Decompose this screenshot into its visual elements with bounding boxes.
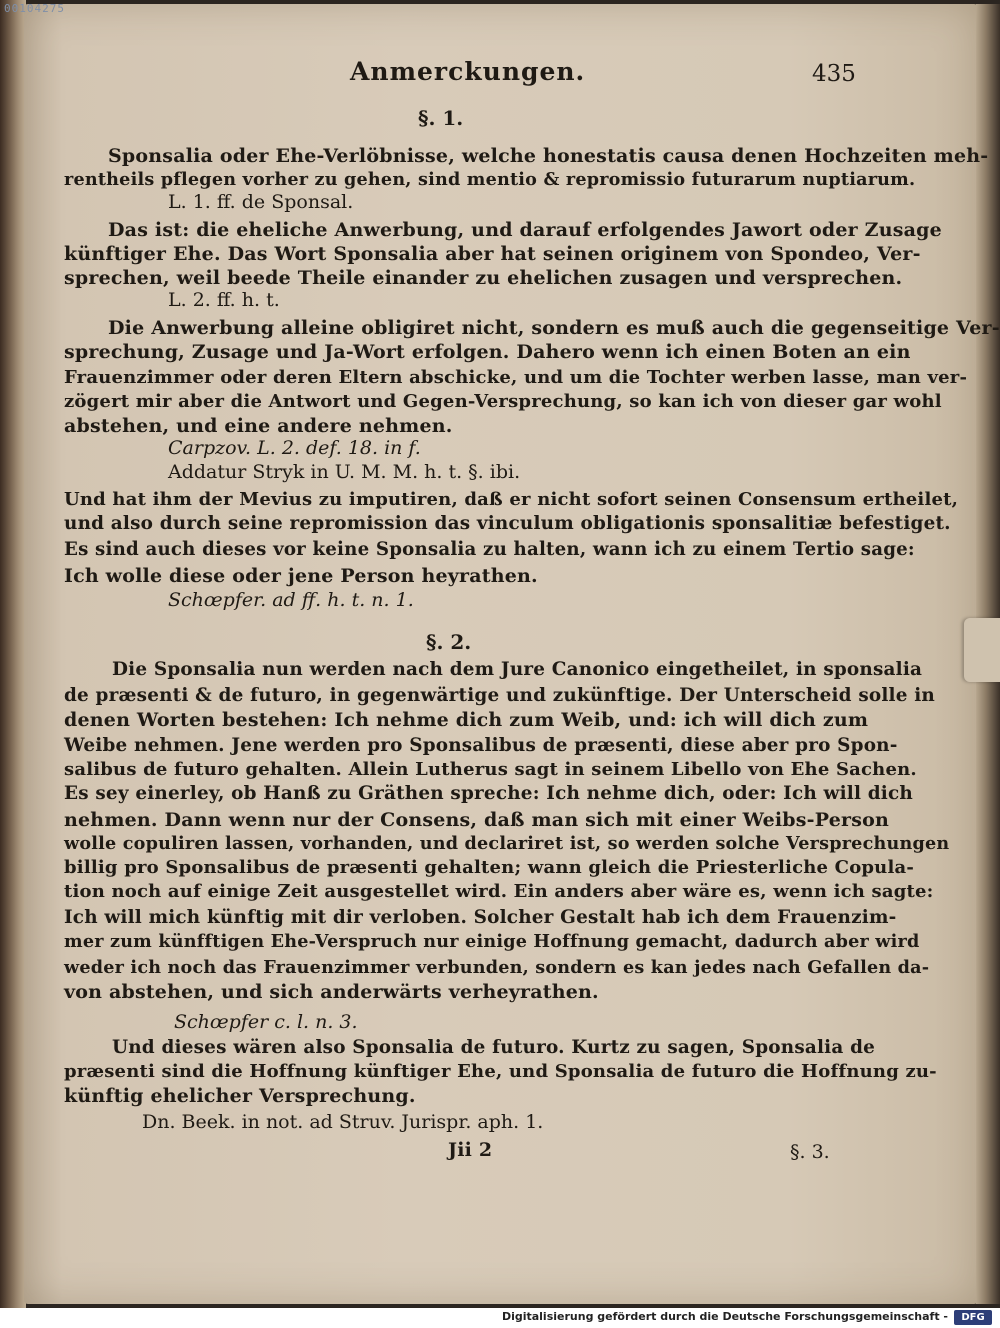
text-line: Es sey einerley, ob Hanß zu Gräthen spreche: Ich nehme dich, oder: Ich will dich xyxy=(64,783,913,804)
text-line: billig pro Sponsalibus de præsenti gehalten; wann gleich die Priesterliche Copula- xyxy=(64,857,915,878)
text-line: præsenti sind die Hoffnung künftiger Ehe, und Sponsalia de futuro die Hoffnung zu- xyxy=(64,1061,937,1082)
book-binding xyxy=(0,0,26,1308)
catchword: §. 3. xyxy=(790,1141,830,1163)
text-line: zögert mir aber die Antwort und Gegen-Versprechung, so kan ich von dieser gar wohl xyxy=(64,391,942,412)
text-line: denen Worten bestehen: Ich nehme dich zum Weib, und: ich will dich zum xyxy=(64,709,869,731)
text-line: abstehen, und eine andere nehmen. xyxy=(64,415,453,437)
text-line: weder ich noch das Frauenzimmer verbunden, sondern es kan jedes nach Gefallen da- xyxy=(64,957,930,978)
citation-line: Schœpfer. ad ff. h. t. n. 1. xyxy=(168,589,414,611)
text-line: nehmen. Dann wenn nur der Consens, daß man sich mit einer Weibs-Person xyxy=(64,809,890,831)
text-line: Sponsalia oder Ehe-Verlöbnisse, welche honestatis causa denen Hochzeiten meh- xyxy=(108,145,989,167)
section-mark: §. 1. xyxy=(418,106,464,130)
citation-line: Schœpfer c. l. n. 3. xyxy=(174,1011,358,1033)
citation-line: Addatur Stryk in U. M. M. h. t. §. ibi. xyxy=(168,461,521,483)
scan-id: 00104275 xyxy=(4,2,65,15)
text-line: Und hat ihm der Mevius zu imputiren, daß er nicht sofort seinen Consensum ertheilet, xyxy=(64,489,959,510)
text-line: von abstehen, und sich anderwärts verheyrathen. xyxy=(64,981,599,1003)
text-line: Das ist: die eheliche Anwerbung, und darauf erfolgendes Jawort oder Zusage xyxy=(108,219,942,241)
signature-mark: Jii 2 xyxy=(448,1139,493,1161)
text-line: Frauenzimmer oder deren Eltern abschicke, und um die Tochter werben lasse, man ver- xyxy=(64,367,968,388)
page-tab xyxy=(964,618,1000,682)
text-line: künftig ehelicher Versprechung. xyxy=(64,1085,416,1107)
text-line: künftiger Ehe. Das Wort Sponsalia aber hat seinen originem von Spondeo, Ver- xyxy=(64,243,921,265)
text-line: sprechen, weil beede Theile einander zu ehelichen zusagen und versprechen. xyxy=(64,267,903,289)
text-line: und also durch seine repromission das vinculum obligationis sponsalitiæ befestiget. xyxy=(64,513,951,534)
text-line: Ich will mich künftig mit dir verloben. Solcher Gestalt hab ich dem Frauenzim- xyxy=(64,907,897,928)
text-line: Die Anwerbung alleine obligiret nicht, sondern es muß auch die gegenseitige Ver- xyxy=(108,317,1000,339)
text-line: de præsenti & de futuro, in gegenwärtige und zukünftige. Der Unterscheid solle in xyxy=(64,685,935,706)
text-line: Ich wolle diese oder jene Person heyrathen. xyxy=(64,565,538,587)
text-line: salibus de futuro gehalten. Allein Lutherus sagt in seinem Libello von Ehe Sachen. xyxy=(64,759,917,780)
text-line: rentheils pflegen vorher zu gehen, sind mentio & repromissio futurarum nuptiarum. xyxy=(64,169,916,190)
citation-line: L. 1. ff. de Sponsal. xyxy=(168,191,354,213)
text-line: mer zum künfftigen Ehe-Verspruch nur einige Hoffnung gemacht, dadurch aber wird xyxy=(64,931,920,952)
dfg-logo-icon: DFG xyxy=(954,1310,992,1325)
credit-text: Digitalisierung gefördert durch die Deutsche Forschungsgemeinschaft - xyxy=(501,1310,948,1323)
text-line: wolle copuliren lassen, vorhanden, und declariret ist, so werden solche Versprechungen xyxy=(64,833,950,854)
running-head: Anmerckungen. xyxy=(350,57,586,86)
text-line: Es sind auch dieses vor keine Sponsalia zu halten, wann ich zu einem Tertio sage: xyxy=(64,539,915,560)
credit-bar xyxy=(0,1308,1000,1328)
text-line: sprechung, Zusage und Ja-Wort erfolgen. Dahero wenn ich einen Boten an ein xyxy=(64,341,911,363)
citation-line: Dn. Beek. in not. ad Struv. Jurispr. aph. 1. xyxy=(142,1111,544,1133)
citation-line: Carpzov. L. 2. def. 18. in f. xyxy=(168,437,421,459)
text-line: Weibe nehmen. Jene werden pro Sponsalibus de præsenti, diese aber pro Spon- xyxy=(64,735,898,756)
page-number: 435 xyxy=(812,61,856,87)
text-line: tion noch auf einige Zeit ausgestellet wird. Ein anders aber wäre es, wenn ich sagte: xyxy=(64,881,934,902)
section-mark: §. 2. xyxy=(426,630,472,654)
text-line: Die Sponsalia nun werden nach dem Jure Canonico eingetheilet, in sponsalia xyxy=(112,659,923,680)
citation-line: L. 2. ff. h. t. xyxy=(168,289,280,311)
text-line: Und dieses wären also Sponsalia de futuro. Kurtz zu sagen, Sponsalia de xyxy=(112,1037,876,1058)
